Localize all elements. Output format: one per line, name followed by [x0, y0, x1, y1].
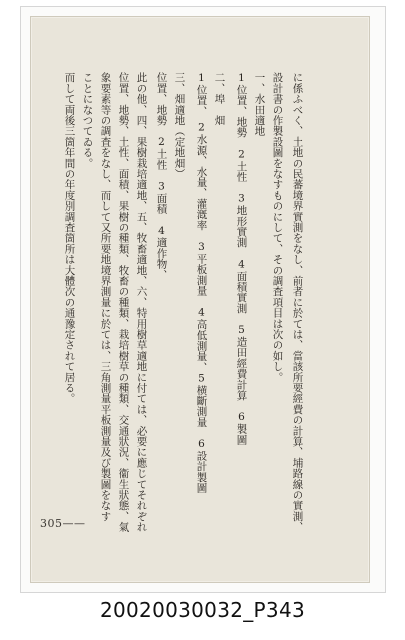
- text-column-4: 1位置、 2水源、水量、灌漑率 3平板測量 4高低測量、5横斷測量 6設計製圖: [195, 72, 208, 494]
- text-column-7: 位置、地勢、土性、面積、果樹の種類、牧畜の種類、栽培樹草の種類、交通狀況、衞生狀態、氣: [117, 72, 130, 533]
- text-column-3: 1位置、地勢 2土性 3地形實測 4面積實測 5造田經費計算 6製圖: [235, 72, 248, 445]
- section-heading-1: 一、水田適地: [253, 72, 266, 137]
- text-column-2: 設計書の作製設圖をなすものにして、その調査項目は次の如し。: [271, 72, 284, 383]
- text-column-5: 位置、地勢 2土性 3面積 4適作物、: [155, 72, 168, 280]
- section-heading-2: 二、埠 畑: [213, 72, 226, 126]
- text-column-9: ことになつてゐる。: [81, 72, 94, 169]
- image-caption: 20020030032_P343: [99, 598, 305, 622]
- text-column-10: 而して両後三箇年間の年度別調査箇所は大體次の通豫定されて居る。: [63, 72, 76, 404]
- text-column-1: に係ふべく、土地の民蕃境界實測をなし、前者に於ては、當該所要經費の計算、埔路線の實測、: [291, 72, 304, 533]
- page-number: 305——: [40, 517, 86, 530]
- text-column-8: 象要素等の調査をなし、而して又所要地境界測量に於ては、三角測量平板測量及び製圖をなす: [99, 72, 112, 522]
- section-heading-3: 三、畑適地（定地畑）: [173, 72, 186, 179]
- text-column-6: 此の他、四、果樹栽培適地、五、牧畜適地、六、特用樹草適地に付ては、必要に應じてそれぞれ: [135, 72, 148, 533]
